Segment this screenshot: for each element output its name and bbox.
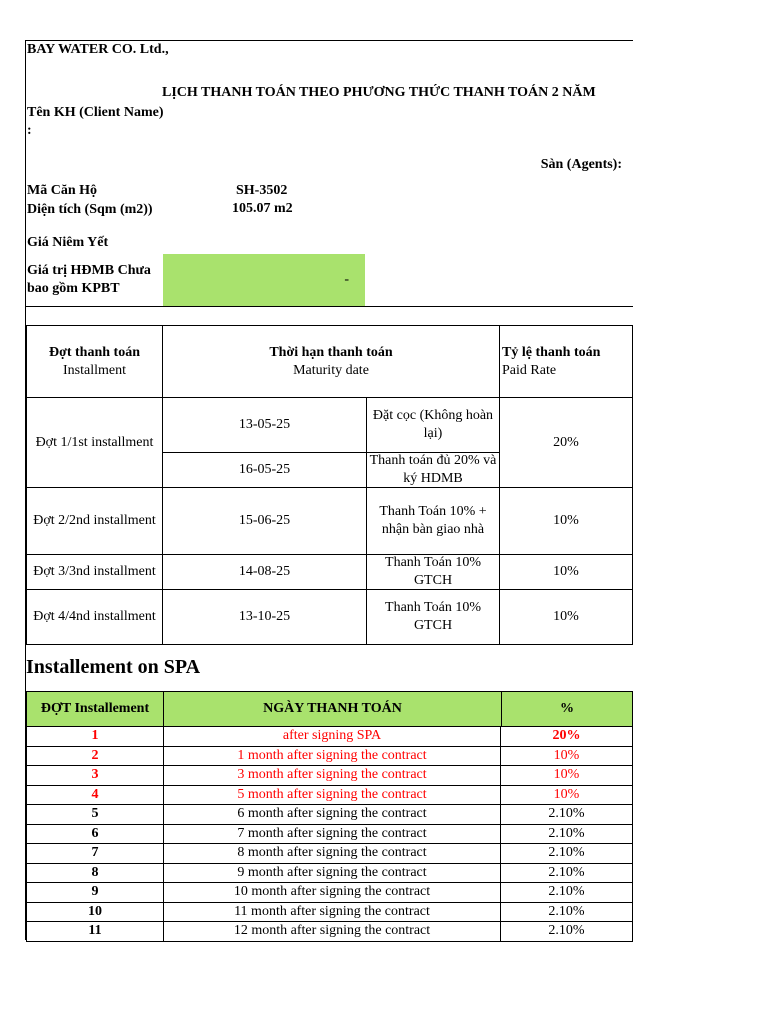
spa-title: Installement on SPA [26,656,201,678]
spa-row-percent: 2.10% [500,883,633,903]
table-row [26,805,633,825]
spa-row-number: 8 [26,864,163,884]
contract-value-cell [163,254,365,306]
company-name: BAY WATER CO. Ltd., [27,42,169,57]
spa-row-number: 10 [26,903,163,923]
spa-row-percent: 10% [500,766,633,786]
spa-row-percent: 20% [500,727,633,747]
schedule-row-installment: Đợt 3/3nd installment [26,554,163,590]
spa-row-number: 5 [26,805,163,825]
spa-row-number: 11 [26,922,163,942]
table-row [26,727,633,747]
spa-row-when: 10 month after signing the contract [163,883,500,903]
spa-header-installment: ĐỢT Installement [27,692,164,726]
schedule-row-date: 16-05-25 [162,452,367,488]
spa-row-when: 1 month after signing the contract [163,747,500,767]
schedule-row-rate: 10% [499,589,633,645]
schedule-row-desc: Thanh toán đủ 20% và ký HDMB [366,452,500,488]
spa-header-percent: % [560,701,574,716]
table-row [26,922,633,942]
schedule-row-date: 13-10-25 [162,589,367,645]
spa-row-percent: 2.10% [500,903,633,923]
table-row [26,864,633,884]
spa-row-number: 2 [26,747,163,767]
schedule-row-desc: Thanh Toán 10% + nhận bàn giao nhà [366,487,500,555]
spa-row-when: 7 month after signing the contract [163,825,500,845]
spa-row-when: 8 month after signing the contract [163,844,500,864]
contract-label: Giá trị HĐMB Chưa bao gồm KPBT [27,263,151,296]
top-border [26,40,633,41]
area-value: 105.07 m2 [232,201,293,216]
spa-row-number: 1 [26,727,163,747]
spa-row-when: 6 month after signing the contract [163,805,500,825]
table-row [26,844,633,864]
header-rate-en: Paid Rate [502,362,557,378]
header-maturity-en: Maturity date [293,362,369,378]
schedule-row-installment: Đợt 1/1st installment [26,397,163,488]
schedule-row-desc: Thanh Toán 10% GTCH [366,589,500,645]
header-installment-vi: Đợt thanh toán [49,344,140,360]
spa-header-date: NGÀY THANH TOÁN [164,692,502,726]
schedule-row-rate: 20% [499,397,633,488]
spa-row-percent: 2.10% [500,922,633,942]
spa-row-number: 4 [26,786,163,806]
schedule-row-date: 15-06-25 [162,487,367,555]
info-bottom-border [26,306,633,307]
spa-row-percent: 10% [500,786,633,806]
table-row [26,786,633,806]
spa-row-when: 9 month after signing the contract [163,864,500,884]
spa-row-percent: 2.10% [500,805,633,825]
spa-row-number: 3 [26,766,163,786]
schedule-row-installment: Đợt 2/2nd installment [26,487,163,555]
schedule-row-rate: 10% [499,554,633,590]
contract-value: - [344,272,349,287]
schedule-header-installment [26,325,163,398]
spa-header-row [26,691,633,727]
header-installment-en: Installment [63,362,126,378]
schedule-row-rate: 10% [499,487,633,555]
spa-row-percent: 2.10% [500,864,633,884]
spa-row-when: 5 month after signing the contract [163,786,500,806]
table-row [26,766,633,786]
schedule-row-date: 13-05-25 [162,397,367,453]
spa-row-percent: 2.10% [500,844,633,864]
spa-row-when: 12 month after signing the contract [163,922,500,942]
spa-row-percent: 2.10% [500,825,633,845]
spa-row-when: after signing SPA [163,727,500,747]
schedule-row-installment: Đợt 4/4nd installment [26,589,163,645]
agents-label-box [520,156,630,184]
spa-row-percent: 10% [500,747,633,767]
header-rate-vi: Tỷ lệ thanh toán [502,344,601,360]
schedule-row-date: 14-08-25 [162,554,367,590]
client-label: Tên KH (Client Name) : [27,105,164,138]
spa-row-when: 3 month after signing the contract [163,766,500,786]
schedule-header-maturity [162,325,500,398]
page-title: LỊCH THANH TOÁN THEO PHƯƠNG THỨC THANH TOÁN 2 NĂM [162,85,596,100]
client-label-box [27,105,167,154]
table-row [26,747,633,767]
schedule-row-desc: Thanh Toán 10% GTCH [366,554,500,590]
spa-row-when: 11 month after signing the contract [163,903,500,923]
schedule-row-desc: Đặt cọc (Không hoàn lại) [366,397,500,453]
spa-row-number: 7 [26,844,163,864]
agents-label: Sàn (Agents): [540,157,622,172]
area-label: Diện tích (Sqm (m2)) [27,202,153,217]
spa-row-number: 6 [26,825,163,845]
table-row [26,903,633,923]
table-row [26,825,633,845]
price-label: Giá Niêm Yết [27,235,109,250]
unit-value: SH-3502 [236,183,288,198]
table-row [26,883,633,903]
header-maturity-vi: Thời hạn thanh toán [269,344,393,360]
schedule-header-rate [499,325,633,398]
spa-row-number: 9 [26,883,163,903]
unit-label: Mã Căn Hộ [27,183,97,198]
